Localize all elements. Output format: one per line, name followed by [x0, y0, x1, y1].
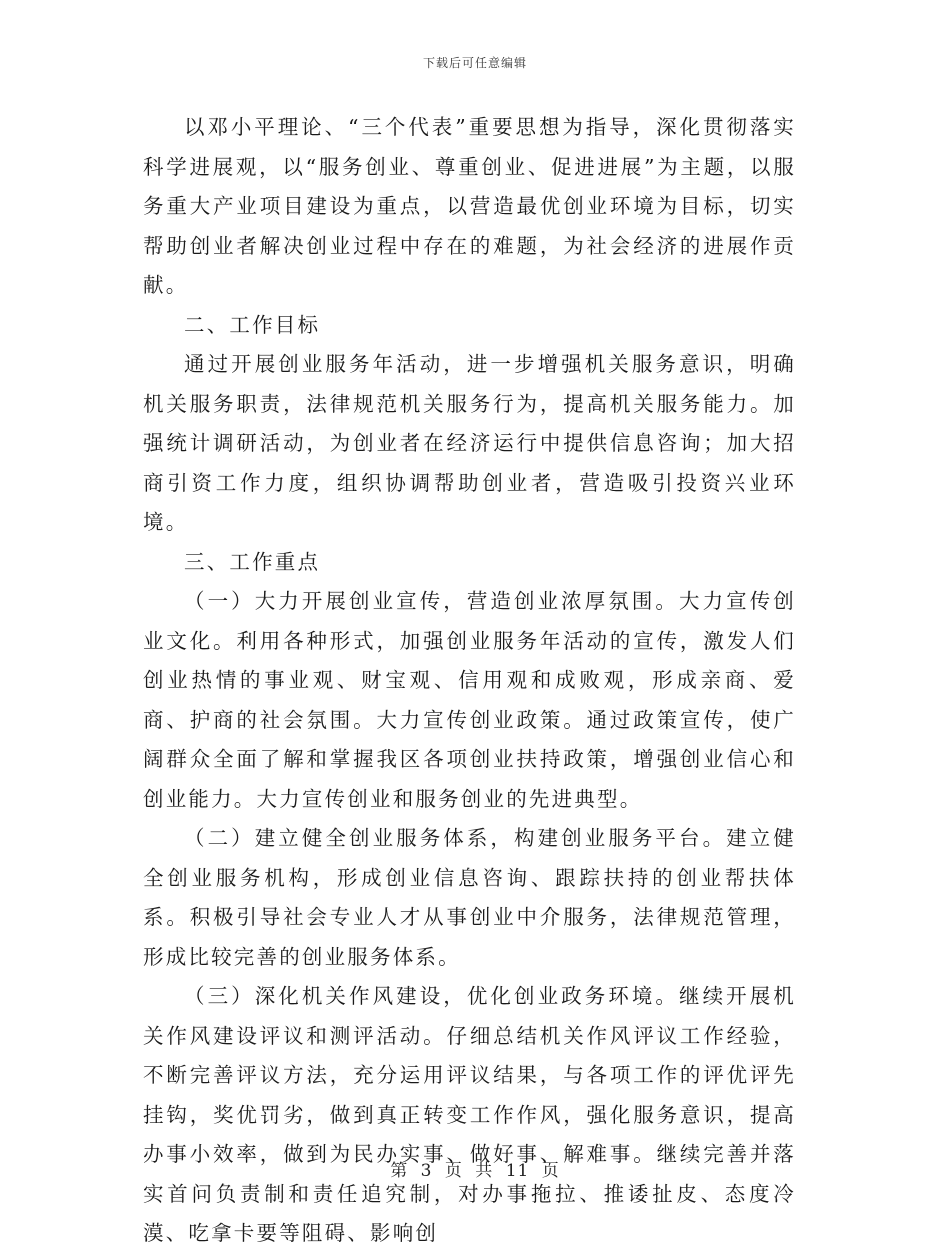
footer-page-word: 第 — [390, 1161, 409, 1181]
footer-page-unit: 页 — [444, 1161, 463, 1181]
section-heading-goals: 二、工作目标 — [184, 312, 321, 337]
paragraph-goals: 通过开展创业服务年活动，进一步增强机关服务意识，明确机关服务职责，法律规范机关服务行为，提高机关服务能力。加强统计调研活动，为创业者在经济运行中提供信息咨询；加大招商引资工作力度，组织协调帮助创业者，营造吸引投资兴业环境。 — [143, 352, 796, 534]
paragraph-focus-3: （三）深化机关作风建设，优化创业政务环境。继续开展机关作风建设评议和测评活动。仔细总结机关作风评议工作经验，不断完善评议方法，充分运用评议结果，与各项工作的评优评先挂钩，奖优罚劣，做到真正转变工作作风，强化服务意识，提高办事小效率，做到为民办实事、做好事、解难事。继续完善并落实首问负责制和责任追究制，对办事拖拉、推诿扯皮、态度冷漠、吃拿卡要等阻碍、影响创 — [143, 984, 796, 1245]
paragraph-guiding-principle: 以邓小平理论、“三个代表”重要思想为指导，深化贯彻落实科学进展观，以“服务创业、尊重创业、促进进展”为主题，以服务重大产业项目建设为重点，以营造最优创业环境为目标，切实帮助创业者解决创业过程中存在的难题，为社会经济的进展作贡献。 — [143, 115, 796, 297]
footer-total-unit: 页 — [541, 1161, 560, 1181]
paragraph-focus-2: （二）建立健全创业服务体系，构建创业服务平台。建立健全创业服务机构，形成创业信息咨询、跟踪扶持的创业帮扶体系。积极引导社会专业人才从事创业中介服务，法律规范管理，形成比较完善的创业服务体系。 — [143, 826, 796, 969]
footer-total-pages: 11 — [505, 1161, 530, 1181]
page-header: 下载后可任意编辑 — [422, 56, 527, 70]
paragraph-focus-1: （一）大力开展创业宣传，营造创业浓厚氛围。大力宣传创业文化。利用各种形式，加强创业服务年活动的宣传，激发人们创业热情的事业观、财宝观、信用观和成败观，形成亲商、爱商、护商的社会氛围。大力宣传创业政策。通过政策宣传，使广阔群众全面了解和掌握我区各项创业扶持政策，增强创业信心和创业能力。大力宣传创业和服务创业的先进典型。 — [143, 589, 796, 811]
document-body — [143, 108, 796, 1254]
footer-page-number: 3 — [420, 1161, 433, 1181]
footer-total-word: 共 — [475, 1161, 494, 1181]
page-footer — [0, 1156, 950, 1181]
section-heading-focus: 三、工作重点 — [184, 549, 321, 574]
